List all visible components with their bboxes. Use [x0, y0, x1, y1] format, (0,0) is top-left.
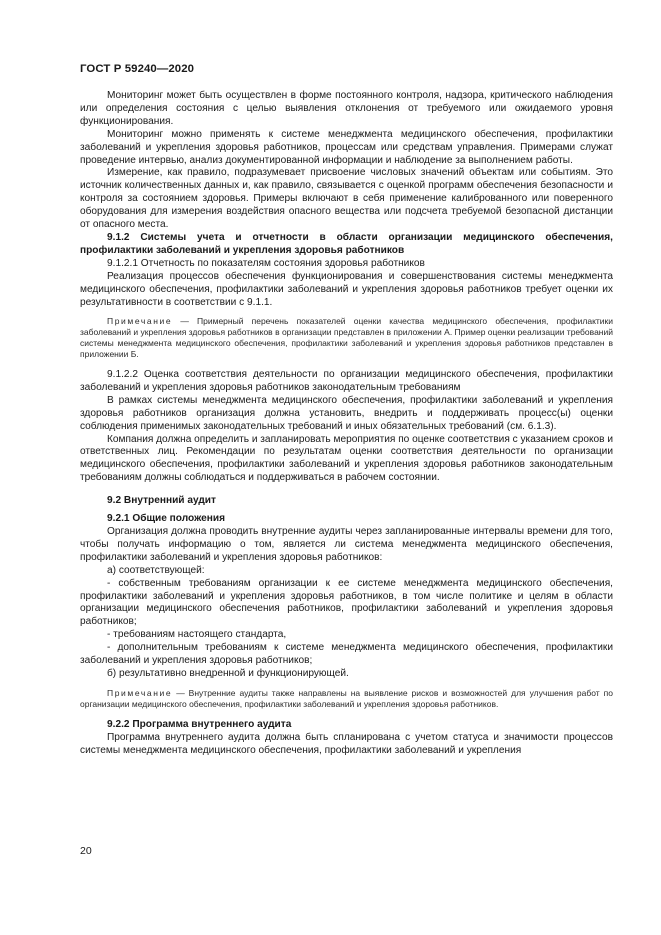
paragraph: В рамках системы менеджмента медицинского обеспечения, профилактики заболеваний и укрепления здоровья работников организация должна установить, внедрить и поддерживать процесс(ы) оценки соблюдения применимых законодательных требований и иных обязательных требований (см. 6.1.3). — [80, 394, 613, 432]
standard-header: ГОСТ Р 59240—2020 — [80, 63, 195, 75]
list-item: б) результативно внедренной и функционирующей. — [107, 667, 349, 679]
list-item: - дополнительным требованиям к системе менеджмента медицинского обеспечения, профилактики заболеваний и укрепления здоровья работников; — [80, 642, 613, 667]
document-body — [80, 90, 613, 757]
section-heading: 9.2 Внутренний аудит — [107, 495, 216, 507]
paragraph: Компания должна определить и запланировать мероприятия по оценке соответствия с указанием сроков и ответственных лиц. Рекомендации по результатам оценки соответствия деятельности по организации медицинского обеспечения, профилактики заболеваний и укрепления здоровья работников законодательным требованиям должны соблюдаться и поддерживаться в рабочем состоянии. — [80, 433, 613, 484]
paragraph: Программа внутреннего аудита должна быть спланирована с учетом статуса и значимости процессов системы менеджмента медицинского обеспечения, профилактики заболеваний и укрепления — [80, 731, 613, 756]
note-label: Примечание — [107, 687, 173, 698]
note — [80, 316, 613, 360]
list-item: а) соответствующей: — [107, 564, 205, 576]
subsection-title: 9.1.2.1 Отчетность по показателям состояния здоровья работников — [107, 257, 425, 269]
subsection-heading: 9.2.2 Программа внутреннего аудита — [107, 718, 292, 730]
subsection-heading: 9.2.1 Общие положения — [107, 513, 225, 525]
list-item: - собственным требованиям организации к ее системе менеджмента медицинского обеспечения, профилактики заболеваний и укрепления здоровья работников, в том числе политике и целям в области организации медицинского обеспечения работников, профилактики заболеваний и укрепления здоровья работников; — [80, 577, 613, 628]
note-text: — Примерный перечень показателей оценки качества медицинского обеспечения, профилактики заболеваний и укрепления здоровья работников в организации представлен в приложении А. Пример оценки реализации требований системы менеджмента медицинского обеспечения, профилактики заболеваний и укрепления здоровья работников представлен в приложении Б. — [80, 316, 613, 360]
paragraph: Реализация процессов обеспечения функционирования и совершенствования системы менеджмента медицинского обеспечения, профилактики заболеваний и укрепления здоровья работников требует оценки их результативности в соответствии с 9.1.1. — [80, 270, 613, 308]
paragraph: Организация должна проводить внутренние аудиты через запланированные интервалы времени для того, чтобы получать информацию о том, является ли система менеджмента медицинского обеспечения, профилактики заболеваний и укрепления здоровья работников: — [80, 526, 613, 563]
list-item: - требованиям настоящего стандарта, — [107, 629, 287, 641]
note — [80, 688, 613, 710]
subsection-title: 9.1.2.2 Оценка соответствия деятельности по организации медицинского обеспечения, профилактики заболеваний и укрепления здоровья работников законодательным требованиям — [80, 369, 613, 393]
paragraph: Мониторинг может быть осуществлен в форме постоянного контроля, надзора, критического наблюдения или определения состояния с целью выявления отклонения от требуемого или ожидаемого уровня функционирования. — [80, 90, 613, 127]
section-heading: 9.1.2 Системы учета и отчетности в области организации медицинского обеспечения, профилактики заболеваний и укрепления здоровья работников — [80, 231, 613, 256]
paragraph: Измерение, как правило, подразумевает присвоение числовых значений объектам или событиям. Это источник количественных данных и, как правило, связывается с оценкой программ обеспечения безопасности и контроля за состоянием здоровья. Примеры включают в себя применение калиброванного или поверенного оборудования для измерения воздействия опасного вещества или подсчета требуемой безопасной дистанции от опасного места. — [80, 167, 613, 231]
note-text: — Внутренние аудиты также направлены на выявление рисков и возможностей для улучшения работ по организации медицинского обеспечения, профилактики заболеваний и укрепления здоровья работников. — [80, 687, 613, 709]
note-label: Примечание — [107, 316, 173, 327]
page-number: 20 — [80, 845, 92, 857]
paragraph: Мониторинг можно применять к системе менеджмента медицинского обеспечения, профилактики заболеваний и укрепления здоровья работников, процессам или средствам управления. Примерами служат проведение интервью, анализ документированной информации и наблюдение за выполнением работы. — [80, 128, 613, 166]
